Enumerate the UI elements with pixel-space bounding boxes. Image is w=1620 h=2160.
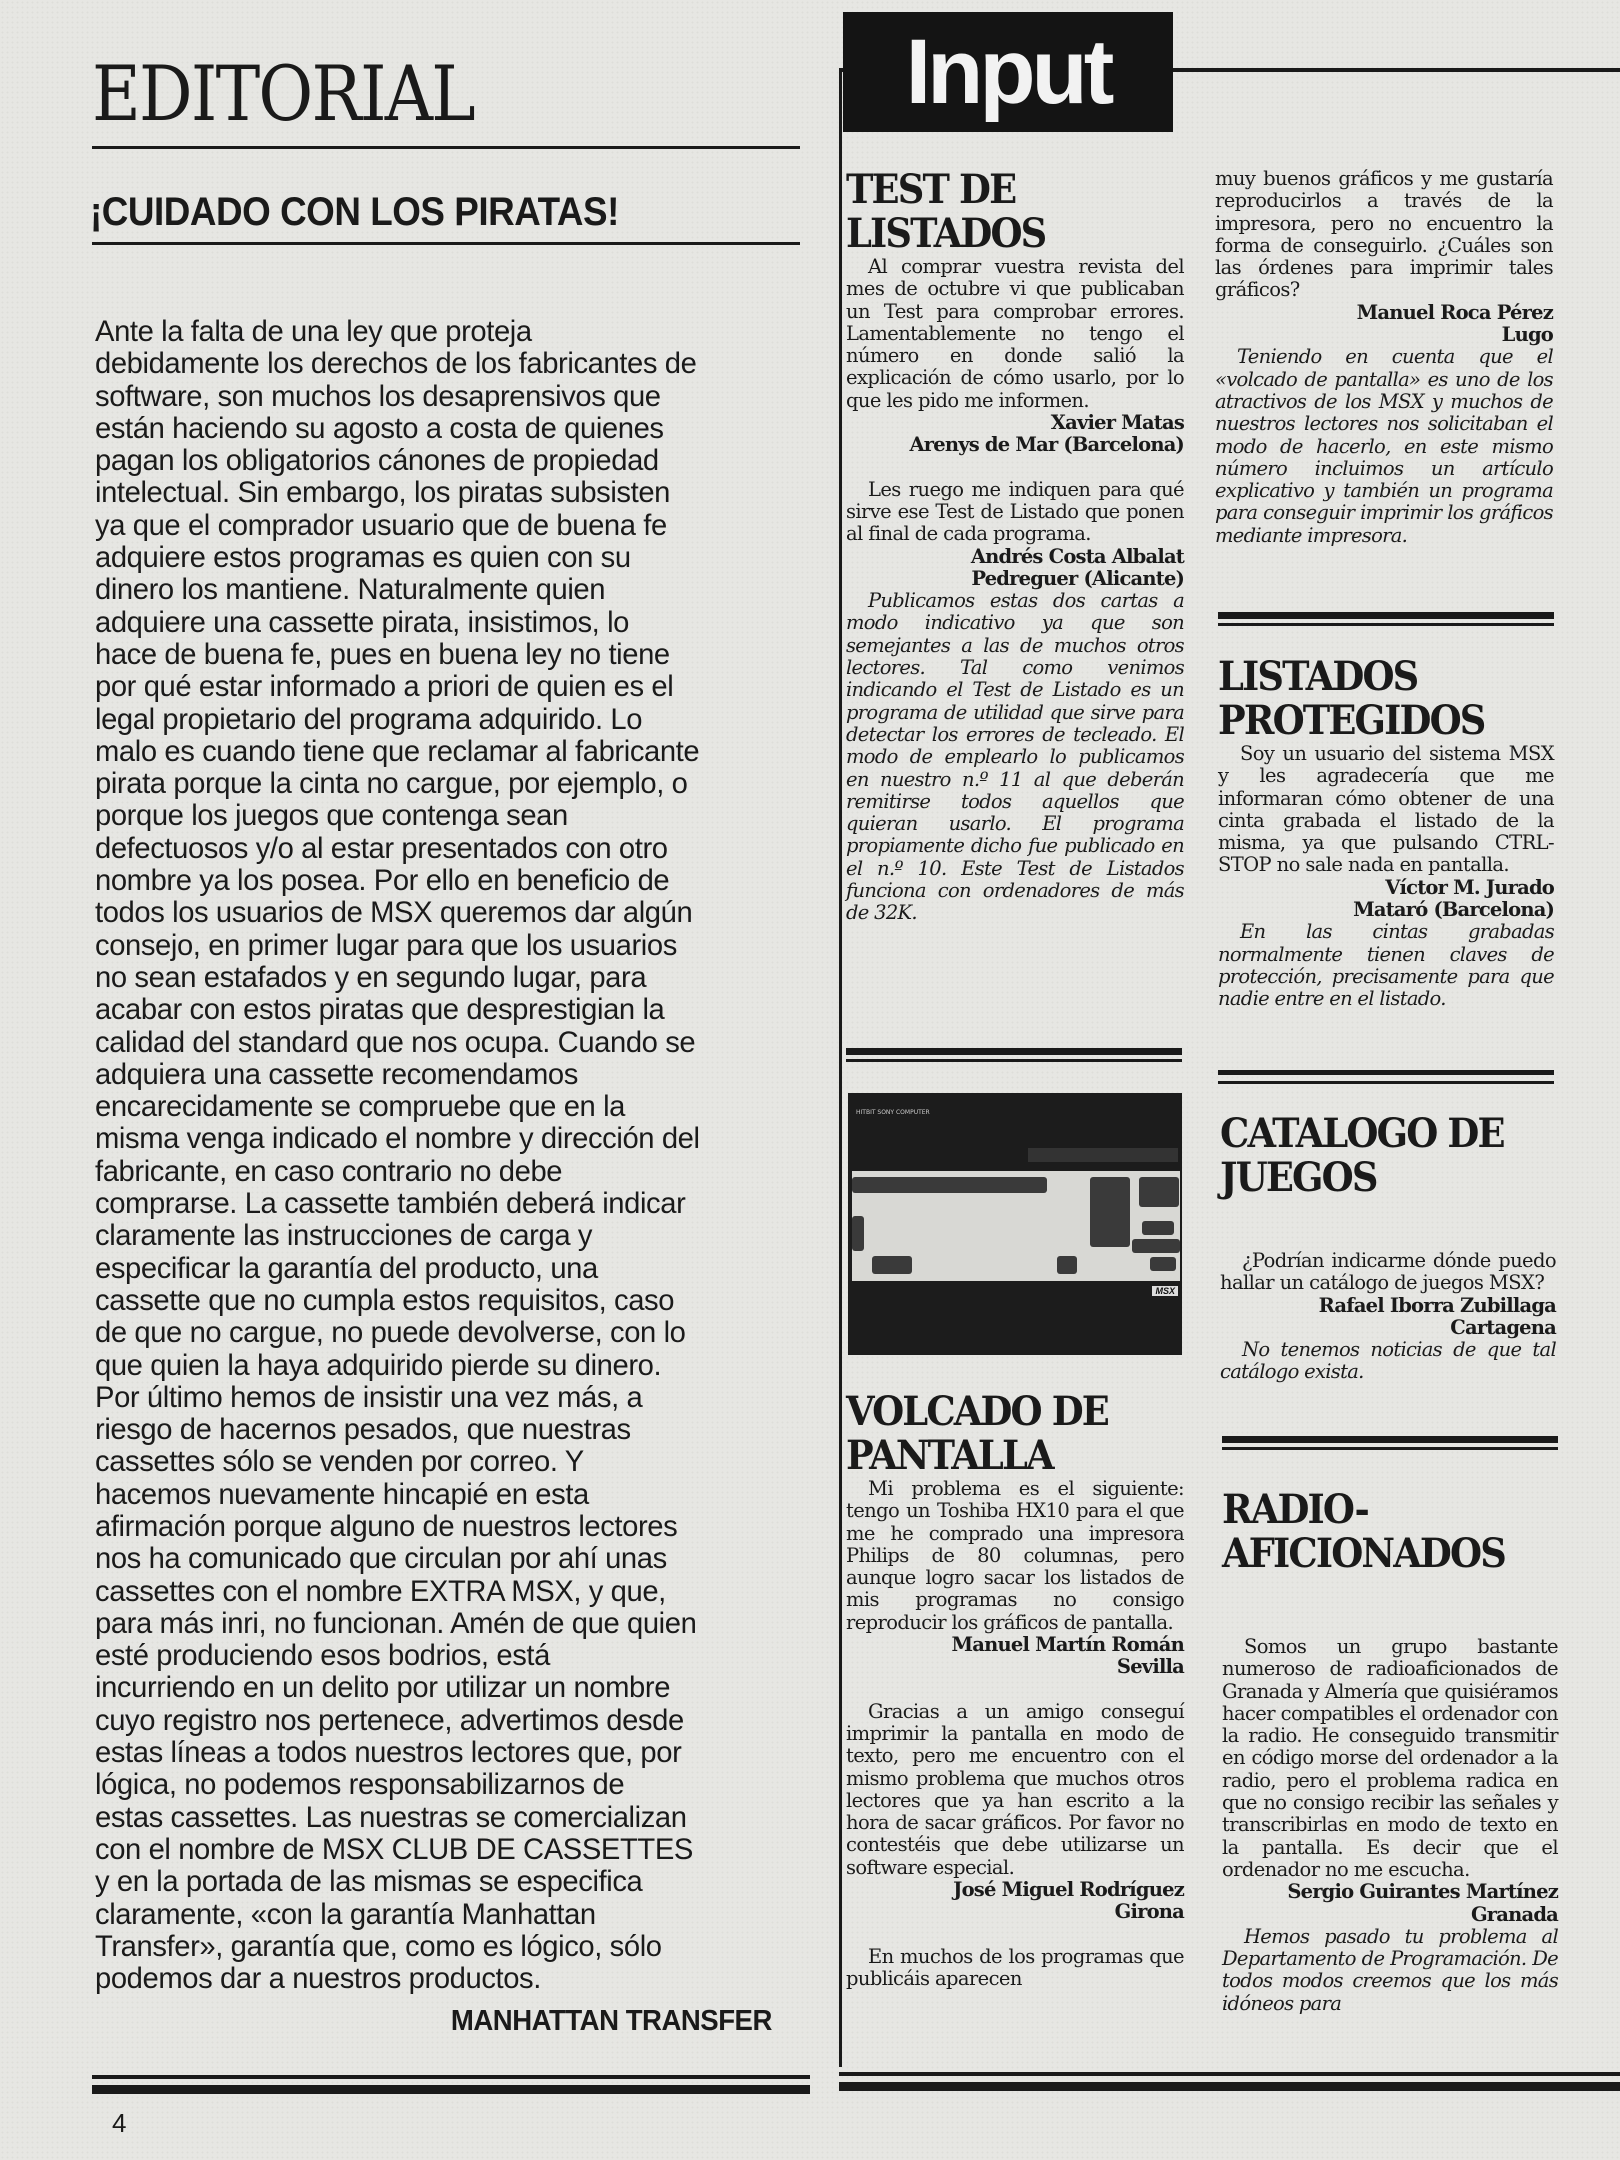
footer-rule-thin — [839, 2072, 1620, 2076]
editorial-body-line: consejo, en primer lugar para que los usuarios — [95, 929, 677, 962]
letter-heading: AFICIONADOS — [1222, 1530, 1505, 1577]
letter-location: Granada — [1470, 1902, 1558, 1926]
letter-location: Cartagena — [1450, 1315, 1556, 1339]
editorial-body-line: afirmación porque alguno de nuestros lectores — [95, 1510, 678, 1543]
editorial-body-line: cassette que no cumpla estos requisitos, caso — [95, 1284, 675, 1317]
editorial-body-line: cassettes sólo se venden por correo. Y — [95, 1446, 584, 1479]
editorial-body-line: esté produciendo esos bodrios, está — [95, 1640, 550, 1673]
editorial-body-line: pagan los obligatorios cánones de propiedad — [95, 445, 659, 478]
letter-body: Soy un usuario del sistema MSX y les agradecería que me informaran cómo obtener de una cinta grabada el listado de la misma, ya que pulsando CTRL-STOP no sale nada en pantalla. — [1218, 742, 1554, 877]
editorial-signature: MANHATTAN TRANSFER — [451, 2005, 772, 2037]
divider — [92, 146, 800, 149]
letter-author: Sergio Guirantes Martínez — [1287, 1880, 1558, 1904]
editorial-body-line: adquiere estos programas es quien con su — [95, 542, 631, 575]
editorial-body-line: comprarse. La cassette también deberá indicar — [95, 1188, 686, 1221]
footer-rule-thick — [92, 2085, 810, 2094]
editorial-body-line: porque los juegos que contenga sean — [95, 800, 568, 833]
letter-author: Manuel Martín Román — [951, 1633, 1184, 1657]
letters-column-b-catalogo — [1220, 1112, 1556, 1384]
photo-panel — [1028, 1148, 1178, 1162]
letters-column-a — [846, 168, 1184, 925]
section-title-editorial: EDITORIAL — [92, 49, 474, 138]
editorial-body-line: ya que el comprador usuario que de buena fe — [95, 509, 667, 542]
editorial-body-line: cuyo registro nos pertenece, advertimos desde — [95, 1704, 684, 1737]
editorial-body-line: de que no cargue, no puede devolverse, con lo — [95, 1317, 686, 1350]
editorial-body-line: estas cassettes. Las nuestras se comercializan — [95, 1801, 687, 1834]
letter-heading: PANTALLA — [846, 1432, 1053, 1479]
editorial-body-line: dinero los mantiene. Naturalmente quien — [95, 574, 606, 607]
letter-location: Sevilla — [1116, 1655, 1184, 1679]
section-divider — [1218, 612, 1554, 626]
page-number: 4 — [112, 2108, 127, 2138]
letter-body: Gracias a un amigo conseguí imprimir la pantalla en modo de texto, pero me encuentro con el mismo problema que muchos otros lectores que ya han escrito a la hora de sacar gráficos. Por favor no contestéis que debe utilizarse un software especial. — [846, 1699, 1184, 1879]
editorial-body-line: y en la portada de las mismas se especifica — [95, 1866, 643, 1899]
letter-body: Mi problema es el siguiente: tengo un Toshiba HX10 para el que me he comprado una impresora Philips de 80 columnas, pero aunque logro sacar los listados de mis programas no consigo reproducir los gráficos de pantalla. — [846, 1477, 1184, 1634]
editorial-body — [95, 316, 795, 1995]
input-frame-border — [839, 72, 842, 2067]
letter-author: José Miguel Rodríguez — [953, 1878, 1184, 1902]
editorial-body-line: adquiera una cassette recomendamos — [95, 1058, 578, 1091]
letter-body: Al comprar vuestra revista del mes de octubre vi que publicaban un Test para comprobar errores. Lamentablemente no tengo el número en donde salió la explicación de cómo usarlo, por lo que les pido me informen. — [846, 255, 1184, 412]
letter-heading: LISTADOS — [1218, 653, 1418, 700]
editorial-body-line: software, son muchos los desaprensivos que — [95, 380, 661, 413]
editorial-body-line: no sean estafados y en segundo lugar, para — [95, 961, 647, 994]
editor-answer: Publicamos estas dos cartas a modo indicativo ya que son semejantes a las de muchos otros lectores. Tal como venimos indicando el Test de Listado es un programa de utilidad que sirve para detectar los errores de tecleado. El modo de emplearlo lo publicamos en nuestro n.º 11 al que deberán remitirse todos aquellos que quieran usarlo. El programa propiamente dicho fue publicado en el n.º 10. Este Test de Listados funciona con ordenadores de más de 32K. — [846, 589, 1184, 925]
editor-answer: Hemos pasado tu problema al Departamento de Programación. De todos modos creemos que los más idóneos para — [1222, 1924, 1558, 2015]
editorial-body-line: incurriendo en un delito por utilizar un nombre — [95, 1672, 671, 1705]
letter-author: Víctor M. Jurado — [1385, 875, 1554, 899]
letter-body: ¿Podrían indicarme dónde puedo hallar un catálogo de juegos MSX? — [1220, 1249, 1556, 1295]
section-divider — [1218, 1070, 1554, 1084]
editorial-body-line: malo es cuando tiene que reclamar al fabricante — [95, 735, 700, 768]
section-divider — [1222, 1436, 1558, 1450]
section-title-input — [843, 12, 1173, 132]
editorial-body-line: Transfer», garantía que, como es lógico, sólo — [95, 1930, 662, 1963]
editorial-body-line: Por último hemos de insistir una vez más, a — [95, 1381, 643, 1414]
letter-author: Xavier Matas — [1050, 411, 1184, 435]
editorial-body-line: podemos dar a nuestros productos. — [95, 1963, 541, 1996]
editor-answer: Teniendo en cuenta que el «volcado de pantalla» es uno de los atractivos de los MSX y muchos de nuestros lectores nos solicitaban el modo de hacerlo, en este mismo número incluimos un artículo explicativo y también un programa para conseguir imprimir los gráficos mediante impresora. — [1215, 345, 1553, 547]
editorial-body-line: defectuosos y/o al estar presentados con otro — [95, 832, 668, 865]
editorial-body-line: hacemos nuevamente hincapié en esta — [95, 1478, 589, 1511]
letter-location: Mataró (Barcelona) — [1353, 898, 1554, 922]
editorial-body-line: claramente las instrucciones de carga y — [95, 1220, 593, 1253]
editorial-body-line: cassettes con el nombre EXTRA MSX, y que, — [95, 1575, 666, 1608]
editorial-body-line: para más inri, no funcionan. Amén de que quien — [95, 1607, 697, 1640]
letter-location: Arenys de Mar (Barcelona) — [909, 433, 1184, 457]
letter-heading: TEST DE — [846, 166, 1016, 213]
editorial-body-line: debidamente los derechos de los fabricantes de — [95, 348, 697, 381]
editorial-body-line: riesgo de hacernos pesados, que nuestras — [95, 1414, 631, 1447]
editorial-body-line: Ante la falta de una ley que proteja — [95, 316, 532, 348]
divider — [92, 242, 800, 245]
letters-column-b-radio — [1222, 1488, 1558, 2015]
letter-heading: LISTADOS — [846, 210, 1046, 257]
editorial-body-line: están haciendo su agosto a costa de quienes — [95, 412, 664, 445]
section-divider — [846, 1048, 1182, 1062]
editorial-body-line: lógica, no podemos responsabilizarnos de — [95, 1769, 625, 1802]
editorial-body-line: estas líneas a todos nuestros lectores que, por — [95, 1737, 682, 1770]
letter-heading: RADIO- — [1222, 1486, 1368, 1533]
letter-location: Girona — [1114, 1900, 1184, 1924]
editorial-body-line: intelectual. Sin embargo, los piratas subsisten — [95, 477, 670, 510]
editorial-body-line: especificar la garantía del producto, una — [95, 1252, 598, 1285]
section-title-input-text: Input — [905, 20, 1111, 123]
letters-column-b — [1215, 168, 1553, 547]
editorial-body-line: con el nombre de MSX CLUB DE CASSETTES — [95, 1833, 693, 1866]
editorial-body-line: legal propietario del programa adquirido. Lo — [95, 703, 643, 736]
letter-heading: JUEGOS — [1220, 1154, 1377, 1201]
letter-body: Les ruego me indiquen para qué sirve ese Test de Listado que ponen al final de cada programa. — [846, 477, 1184, 546]
editorial-body-line: fabricante, en caso contrario no debe — [95, 1155, 563, 1188]
letter-author: Manuel Roca Pérez — [1356, 300, 1553, 324]
editorial-body-line: que quien la haya adquirido pierde su dinero. — [95, 1349, 662, 1382]
editorial-body-line: misma venga indicado el nombre y dirección del — [95, 1123, 700, 1156]
letters-column-b-protegidos — [1218, 655, 1554, 1011]
letter-heading: PROTEGIDOS — [1218, 697, 1485, 744]
editorial-body-line: nombre ya los posea. Por ello en beneficio de — [95, 865, 670, 898]
letter-heading: CATALOGO DE — [1220, 1110, 1504, 1157]
editorial-body-line: todos los usuarios de MSX queremos dar algún — [95, 897, 693, 930]
letter-location: Lugo — [1501, 323, 1553, 347]
editorial-body-line: pirata porque la cinta no cargue, por ejemplo, o — [95, 768, 688, 801]
letter-author: Rafael Iborra Zubillaga — [1318, 1293, 1556, 1317]
footer-rule-thick — [839, 2082, 1620, 2091]
letter-body: muy buenos gráficos y me gustaría reproducirlos a través de la impresora, pero no encuentro la forma de conseguirlo. ¿Cuáles son las órdenes para imprimir tales gráficos? — [1215, 167, 1553, 302]
editorial-body-line: encarecidamente se compruebe que en la — [95, 1091, 625, 1124]
letter-heading: VOLCADO DE — [846, 1388, 1109, 1435]
editorial-body-line: nos ha comunicado que circulan por ahí unas — [95, 1543, 667, 1576]
letter-location: Pedreguer (Alicante) — [971, 566, 1184, 590]
header-rule — [1173, 68, 1620, 72]
editorial-body-line: calidad del standard que nos ocupa. Cuando se — [95, 1026, 696, 1059]
editorial-headline: ¡CUIDADO CON LOS PIRATAS! — [90, 190, 619, 234]
editorial-body-line: por qué estar informado a priori de quien es el — [95, 671, 674, 704]
msx-badge: MSX — [1152, 1286, 1178, 1296]
editor-answer: No tenemos noticias de que tal catálogo exista. — [1220, 1338, 1556, 1384]
editorial-body-line: hace de buena fe, pues en buena ley no tiene — [95, 638, 670, 671]
letter-body: En muchos de los programas que publicáis aparecen — [846, 1944, 1184, 1990]
msx-computer-photo — [848, 1093, 1182, 1355]
editorial-body-line: adquiere una cassette pirata, insistimos, lo — [95, 606, 630, 639]
letter-body: Somos un grupo bastante numeroso de radioaficionados de Granada y Almería que quisiéramos hacer compatibles el ordenador con la radio. He conseguido transmitir en código morse del ordenador a la radio, pero el problema radica en que no consigo recibir las señales y transcribirlas en modo de texto en la pantalla. Es decir que el ordenador no me escucha. — [1222, 1635, 1558, 1881]
keyboard-body — [852, 1171, 1180, 1281]
letters-column-a-lower — [846, 1390, 1184, 1990]
editor-answer: En las cintas grabadas normalmente tienen claves de protección, precisamente para que nadie entre en el listado. — [1218, 920, 1554, 1011]
letter-author: Andrés Costa Albalat — [970, 544, 1184, 568]
photo-brand-text: HITBIT SONY COMPUTER — [856, 1109, 930, 1116]
footer-rule-thin — [92, 2075, 810, 2079]
editorial-body-line: acabar con estos piratas que desprestigian la — [95, 994, 665, 1027]
editorial-body-line: claramente, «con la garantía Manhattan — [95, 1898, 596, 1931]
